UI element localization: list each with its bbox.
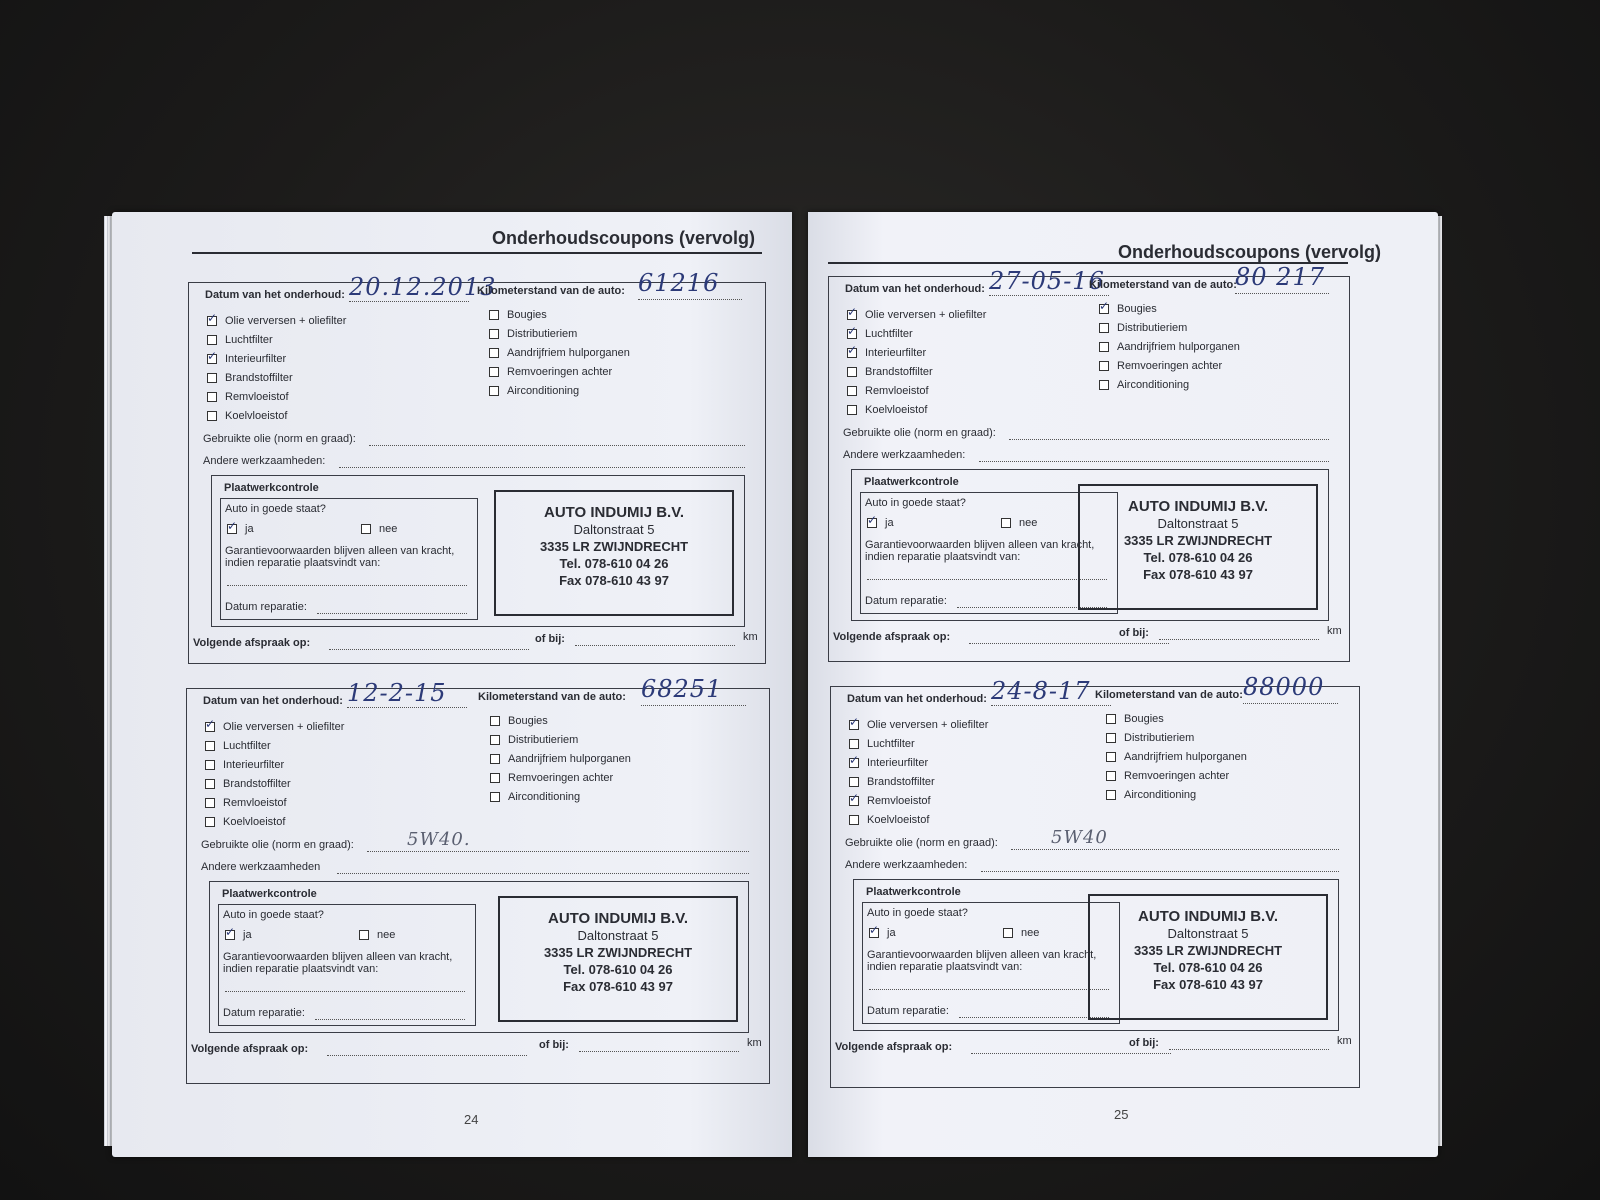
checklist-item[interactable] (490, 734, 578, 746)
date-value[interactable]: 27-05-16 (989, 267, 1105, 295)
bodywork-check (851, 469, 1329, 621)
stamp-line: Fax 078-610 43 97 (559, 573, 669, 588)
condition-question: Auto in goede staat? (225, 503, 326, 515)
stamp-line: Tel. 078-610 04 26 (1153, 960, 1263, 975)
stamp-line: 3335 LR ZWIJNDRECHT (1123, 533, 1273, 548)
dealer-stamp (1078, 484, 1318, 610)
yes-label: ja (887, 927, 896, 939)
next-appointment-label: Volgende afspraak op: (193, 637, 311, 649)
date-label: Datum van het onderhoud: (847, 693, 987, 705)
stamp-line: Tel. 078-610 04 26 (559, 556, 669, 571)
page-number: 25 (1114, 1107, 1129, 1122)
other-line (339, 467, 745, 468)
stamp-line: Tel. 078-610 04 26 (563, 962, 673, 977)
checkbox[interactable] (205, 779, 215, 789)
no-option[interactable] (1001, 517, 1037, 529)
checklist-label: Bougies (1117, 303, 1157, 315)
checkbox[interactable] (225, 930, 235, 940)
checklist-label: Interieurfilter (225, 353, 287, 365)
checklist-item[interactable] (207, 410, 287, 422)
checklist-label: Remvoeringen achter (508, 772, 614, 784)
checkbox[interactable] (849, 739, 859, 749)
bodywork-title: Plaatwerkcontrole (222, 888, 317, 900)
km-label: Kilometerstand van de auto: (478, 691, 626, 703)
checkbox[interactable] (1106, 714, 1116, 724)
condition-question: Auto in goede staat? (223, 909, 324, 921)
checklist-label: Interieurfilter (223, 759, 285, 771)
yes-option[interactable] (869, 927, 896, 939)
stamp-line: Fax 078-610 43 97 (563, 979, 673, 994)
stamp-line: AUTO INDUMIJ B.V. (547, 910, 689, 927)
checkbox[interactable] (847, 405, 857, 415)
checklist-item[interactable] (205, 759, 284, 771)
checklist-item[interactable] (1106, 770, 1229, 782)
checklist-label: Distributieriem (1117, 322, 1188, 334)
stamp-line: 3335 LR ZWIJNDRECHT (543, 945, 693, 960)
coupon-right-bottom (830, 673, 1360, 1088)
checklist-item[interactable] (849, 757, 928, 769)
checklist-item[interactable] (207, 334, 273, 346)
checkbox[interactable] (359, 930, 369, 940)
stamp-line: 3335 LR ZWIJNDRECHT (539, 539, 689, 554)
no-option[interactable] (1003, 927, 1039, 939)
other-work-label: Andere werkzaamheden (201, 861, 321, 873)
km-label: Kilometerstand van de auto: (1089, 279, 1237, 291)
checklist-label: Olie verversen + oliefilter (223, 721, 345, 733)
checklist-item[interactable] (847, 309, 986, 321)
page-title: Onderhoudscoupons (vervolg) (1118, 242, 1382, 262)
dealer-stamp (498, 896, 738, 1022)
checklist-item[interactable] (1106, 713, 1164, 725)
repair-date-label: Datum reparatie: (223, 1007, 305, 1019)
checkbox[interactable] (489, 329, 499, 339)
checklist-item[interactable] (207, 353, 286, 365)
oil-label: Gebruikte olie (norm en graad): (203, 433, 356, 445)
checklist-item[interactable] (205, 816, 285, 828)
oil-line (1009, 439, 1329, 440)
checklist-label: Distributieriem (507, 328, 578, 340)
checklist-label: Bougies (507, 309, 547, 321)
warranty-text: Garantievoorwaarden blijven alleen van kracht, indien reparatie plaatsvindt van: (225, 545, 455, 569)
km-value[interactable]: 68251 (641, 675, 723, 703)
stamp-line: 3335 LR ZWIJNDRECHT (1133, 943, 1283, 958)
checklist-label: Aandrijfriem hulporganen (507, 347, 630, 359)
checklist-item[interactable] (849, 719, 988, 731)
km-value[interactable]: 80 217 (1235, 263, 1325, 291)
date-line (991, 705, 1111, 706)
checklist-label: Aandrijfriem hulporganen (1124, 751, 1247, 763)
no-label: nee (377, 929, 396, 941)
checkbox[interactable] (1099, 323, 1109, 333)
km-label: Kilometerstand van de auto: (1095, 689, 1243, 701)
next-appointment-label: Volgende afspraak op: (191, 1043, 309, 1055)
checkbox[interactable] (1099, 342, 1109, 352)
checklist-label: Olie verversen + oliefilter (225, 315, 347, 327)
checklist-item[interactable] (847, 347, 926, 359)
stamp-line: Daltonstraat 5 (577, 928, 659, 943)
checkbox[interactable] (490, 716, 500, 726)
checklist-label: Remvloeistof (865, 385, 929, 397)
checkbox[interactable] (205, 722, 215, 732)
checklist-label: Brandstoffilter (865, 366, 933, 378)
yes-label: ja (245, 523, 254, 535)
checkbox[interactable] (207, 354, 217, 364)
checkbox[interactable] (361, 524, 371, 534)
checkbox[interactable] (1106, 790, 1116, 800)
checkbox[interactable] (1106, 733, 1116, 743)
checkbox[interactable] (1099, 380, 1109, 390)
bodywork-check (209, 881, 749, 1033)
checklist-label: Olie verversen + oliefilter (867, 719, 989, 731)
checklist-item[interactable] (489, 309, 547, 321)
warranty-text: Garantievoorwaarden blijven alleen van kracht, indien reparatie plaatsvindt van: (223, 951, 453, 975)
checklist-item[interactable] (207, 391, 289, 403)
checklist-label: Remvloeistof (225, 391, 289, 403)
stamp-line: AUTO INDUMIJ B.V. (1137, 908, 1279, 925)
stamp-line: Tel. 078-610 04 26 (1143, 550, 1253, 565)
no-option[interactable] (361, 523, 397, 535)
next-line (969, 643, 1169, 644)
checklist-item[interactable] (847, 385, 929, 397)
km-line (638, 299, 742, 300)
checkbox[interactable] (490, 735, 500, 745)
condition-box (218, 904, 476, 1026)
date-line (989, 295, 1109, 296)
checkbox[interactable] (489, 310, 499, 320)
checkbox[interactable] (849, 815, 859, 825)
repair-date-label: Datum reparatie: (865, 595, 947, 607)
coupon-left-top (188, 269, 766, 664)
checklist-label: Brandstoffilter (867, 776, 935, 788)
or-line (575, 645, 735, 646)
checklist-item[interactable] (1099, 360, 1222, 372)
checkbox[interactable] (489, 386, 499, 396)
km-unit: km (743, 631, 758, 643)
km-unit: km (1337, 1035, 1352, 1047)
yes-option[interactable] (225, 929, 252, 941)
dealer-stamp (494, 490, 734, 616)
checkbox[interactable] (849, 796, 859, 806)
checklist-label: Bougies (1124, 713, 1164, 725)
checklist-label: Luchtfilter (225, 334, 273, 346)
repair-date-line (315, 1019, 465, 1020)
checkbox[interactable] (1003, 928, 1013, 938)
checkbox[interactable] (205, 741, 215, 751)
checkbox[interactable] (490, 792, 500, 802)
checklist-item[interactable] (1106, 732, 1194, 744)
page-title: Onderhoudscoupons (vervolg) (492, 228, 756, 248)
title-rule (192, 252, 762, 254)
warranty-line (867, 579, 1107, 580)
stamp-line: Daltonstraat 5 (573, 522, 655, 537)
checkbox[interactable] (869, 928, 879, 938)
km-line (641, 705, 746, 706)
warranty-line (225, 991, 465, 992)
oil-label: Gebruikte olie (norm en graad): (845, 837, 998, 849)
km-unit: km (1327, 625, 1342, 637)
oil-label: Gebruikte olie (norm en graad): (843, 427, 996, 439)
checkbox[interactable] (207, 316, 217, 326)
or-label: of bij: (539, 1039, 569, 1051)
checkbox[interactable] (490, 754, 500, 764)
or-label: of bij: (1129, 1037, 1159, 1049)
repair-date-label: Datum reparatie: (225, 601, 307, 613)
checklist-item[interactable] (847, 404, 927, 416)
checkbox[interactable] (847, 386, 857, 396)
checkbox[interactable] (227, 524, 237, 534)
checklist-item[interactable] (205, 797, 287, 809)
checklist-label: Airconditioning (508, 791, 581, 803)
repair-date-label: Datum reparatie: (867, 1005, 949, 1017)
checklist-item[interactable] (489, 385, 579, 397)
checklist-item[interactable] (207, 315, 346, 327)
or-line (579, 1051, 739, 1052)
checklist-item[interactable] (205, 721, 344, 733)
checklist-item[interactable] (847, 328, 913, 340)
checklist-label: Brandstoffilter (225, 372, 293, 384)
dealer-stamp (1088, 894, 1328, 1020)
checkbox[interactable] (849, 758, 859, 768)
checklist-item[interactable] (490, 753, 631, 765)
checklist-label: Airconditioning (507, 385, 580, 397)
yes-label: ja (243, 929, 252, 941)
checklist-item[interactable] (1099, 379, 1189, 391)
checklist-label: Airconditioning (1117, 379, 1190, 391)
date-label: Datum van het onderhoud: (203, 695, 343, 707)
checklist-label: Luchtfilter (865, 328, 913, 340)
km-value[interactable]: 88000 (1243, 673, 1325, 701)
checklist-item[interactable] (205, 740, 271, 752)
or-line (1159, 639, 1319, 640)
stamp-line: Fax 078-610 43 97 (1143, 567, 1253, 582)
checklist-label: Aandrijfriem hulporganen (1117, 341, 1240, 353)
checkbox[interactable] (847, 310, 857, 320)
oil-value[interactable]: 5W40 (1051, 827, 1108, 848)
checklist-item[interactable] (849, 814, 929, 826)
stamp-line: Fax 078-610 43 97 (1153, 977, 1263, 992)
checkbox[interactable] (1099, 361, 1109, 371)
checkbox[interactable] (849, 777, 859, 787)
other-work-label: Andere werkzaamheden: (843, 449, 966, 461)
oil-line (367, 851, 749, 852)
checklist-label: Interieurfilter (865, 347, 927, 359)
checklist-label: Remvoeringen achter (1124, 770, 1230, 782)
no-label: nee (1019, 517, 1038, 529)
next-line (329, 649, 529, 650)
checkbox[interactable] (847, 367, 857, 377)
checkbox[interactable] (1001, 518, 1011, 528)
coupon-left-bottom (186, 675, 770, 1084)
checklist-label: Bougies (508, 715, 548, 727)
checklist-item[interactable] (849, 795, 931, 807)
date-line (349, 301, 469, 302)
or-label: of bij: (535, 633, 565, 645)
checkbox[interactable] (847, 348, 857, 358)
bodywork-title: Plaatwerkcontrole (864, 476, 959, 488)
condition-box (862, 902, 1120, 1024)
yes-label: ja (885, 517, 894, 529)
checklist-label: Remvoeringen achter (1117, 360, 1223, 372)
condition-box (220, 498, 478, 620)
condition-question: Auto in goede staat? (867, 907, 968, 919)
date-value[interactable]: 20.12.2013 (349, 273, 497, 301)
checklist-item[interactable] (847, 366, 933, 378)
repair-date-line (317, 613, 467, 614)
bodywork-title: Plaatwerkcontrole (224, 482, 319, 494)
next-appointment-label: Volgende afspraak op: (833, 631, 951, 643)
checkbox[interactable] (205, 798, 215, 808)
page-number: 24 (464, 1112, 479, 1127)
warranty-line (227, 585, 467, 586)
condition-question: Auto in goede staat? (865, 497, 966, 509)
checklist-item[interactable] (490, 791, 580, 803)
stamp-line: Daltonstraat 5 (1157, 516, 1239, 531)
checklist-item[interactable] (490, 715, 548, 727)
checkbox[interactable] (207, 335, 217, 345)
checklist-label: Brandstoffilter (223, 778, 291, 790)
stamp-line: Daltonstraat 5 (1167, 926, 1249, 941)
checklist-item[interactable] (849, 738, 915, 750)
next-line (971, 1053, 1171, 1054)
date-label: Datum van het onderhoud: (205, 289, 345, 301)
checklist-label: Aandrijfriem hulporganen (508, 753, 631, 765)
oil-value[interactable]: 5W40. (407, 829, 471, 850)
checkbox[interactable] (207, 373, 217, 383)
checklist-label: Airconditioning (1124, 789, 1197, 801)
stamp-line: AUTO INDUMIJ B.V. (543, 504, 685, 521)
checklist-item[interactable] (207, 372, 293, 384)
warranty-line (869, 989, 1109, 990)
km-value[interactable]: 61216 (638, 269, 720, 297)
checklist-label: Koelvloeistof (223, 816, 286, 828)
checkbox[interactable] (1106, 771, 1116, 781)
warranty-text: Garantievoorwaarden blijven alleen van kracht, indien reparatie plaatsvindt van: (865, 539, 1095, 563)
checklist-item[interactable] (489, 366, 612, 378)
checklist-item[interactable] (1106, 751, 1247, 763)
checklist-item[interactable] (490, 772, 613, 784)
checklist-label: Distributieriem (1124, 732, 1195, 744)
checklist-label: Distributieriem (508, 734, 579, 746)
yes-option[interactable] (867, 517, 894, 529)
no-option[interactable] (359, 929, 395, 941)
date-value[interactable]: 24-8-17 (991, 677, 1091, 705)
km-line (1235, 293, 1329, 294)
stamp-line: AUTO INDUMIJ B.V. (1127, 498, 1269, 515)
oil-line (1011, 849, 1339, 850)
checkbox[interactable] (207, 392, 217, 402)
checklist-label: Olie verversen + oliefilter (865, 309, 987, 321)
checkbox[interactable] (867, 518, 877, 528)
km-unit: km (747, 1037, 762, 1049)
repair-date-line (959, 1017, 1109, 1018)
oil-label: Gebruikte olie (norm en graad): (201, 839, 354, 851)
checkbox[interactable] (1099, 304, 1109, 314)
other-line (979, 461, 1329, 462)
checklist-label: Luchtfilter (867, 738, 915, 750)
checkbox[interactable] (490, 773, 500, 783)
km-label: Kilometerstand van de auto: (477, 285, 625, 297)
date-label: Datum van het onderhoud: (845, 283, 985, 295)
checklist-item[interactable] (1106, 789, 1196, 801)
date-value[interactable]: 12-2-15 (347, 679, 447, 707)
other-work-label: Andere werkzaamheden: (845, 859, 968, 871)
checklist-label: Koelvloeistof (225, 410, 288, 422)
other-line (981, 871, 1339, 872)
checklist-label: Koelvloeistof (865, 404, 928, 416)
checklist-item[interactable] (489, 347, 630, 359)
checklist-label: Koelvloeistof (867, 814, 930, 826)
checklist-label: Luchtfilter (223, 740, 271, 752)
checklist-item[interactable] (1099, 322, 1187, 334)
km-line (1243, 703, 1338, 704)
checklist-label: Remvoeringen achter (507, 366, 613, 378)
date-line (347, 707, 467, 708)
or-line (1169, 1049, 1329, 1050)
checkbox[interactable] (207, 411, 217, 421)
checkbox[interactable] (205, 760, 215, 770)
checkbox[interactable] (489, 367, 499, 377)
warranty-text: Garantievoorwaarden blijven alleen van kracht, indien reparatie plaatsvindt van: (867, 949, 1097, 973)
checkbox[interactable] (489, 348, 499, 358)
other-line (337, 873, 749, 874)
next-appointment-label: Volgende afspraak op: (835, 1041, 953, 1053)
other-work-label: Andere werkzaamheden: (203, 455, 326, 467)
checkbox[interactable] (847, 329, 857, 339)
checkbox[interactable] (1106, 752, 1116, 762)
or-label: of bij: (1119, 627, 1149, 639)
no-label: nee (379, 523, 398, 535)
oil-line (369, 445, 745, 446)
checklist-label: Remvloeistof (867, 795, 931, 807)
checklist-label: Interieurfilter (867, 757, 929, 769)
next-line (327, 1055, 527, 1056)
checkbox[interactable] (205, 817, 215, 827)
bodywork-check (211, 475, 745, 627)
checklist-label: Remvloeistof (223, 797, 287, 809)
no-label: nee (1021, 927, 1040, 939)
bodywork-title: Plaatwerkcontrole (866, 886, 961, 898)
coupon-right-top (828, 263, 1350, 662)
checkbox[interactable] (849, 720, 859, 730)
checklist-item[interactable] (849, 776, 935, 788)
checklist-item[interactable] (1099, 341, 1240, 353)
checklist-item[interactable] (205, 778, 291, 790)
checklist-item[interactable] (1099, 303, 1157, 315)
bodywork-check (853, 879, 1339, 1031)
checklist-item[interactable] (489, 328, 577, 340)
yes-option[interactable] (227, 523, 254, 535)
